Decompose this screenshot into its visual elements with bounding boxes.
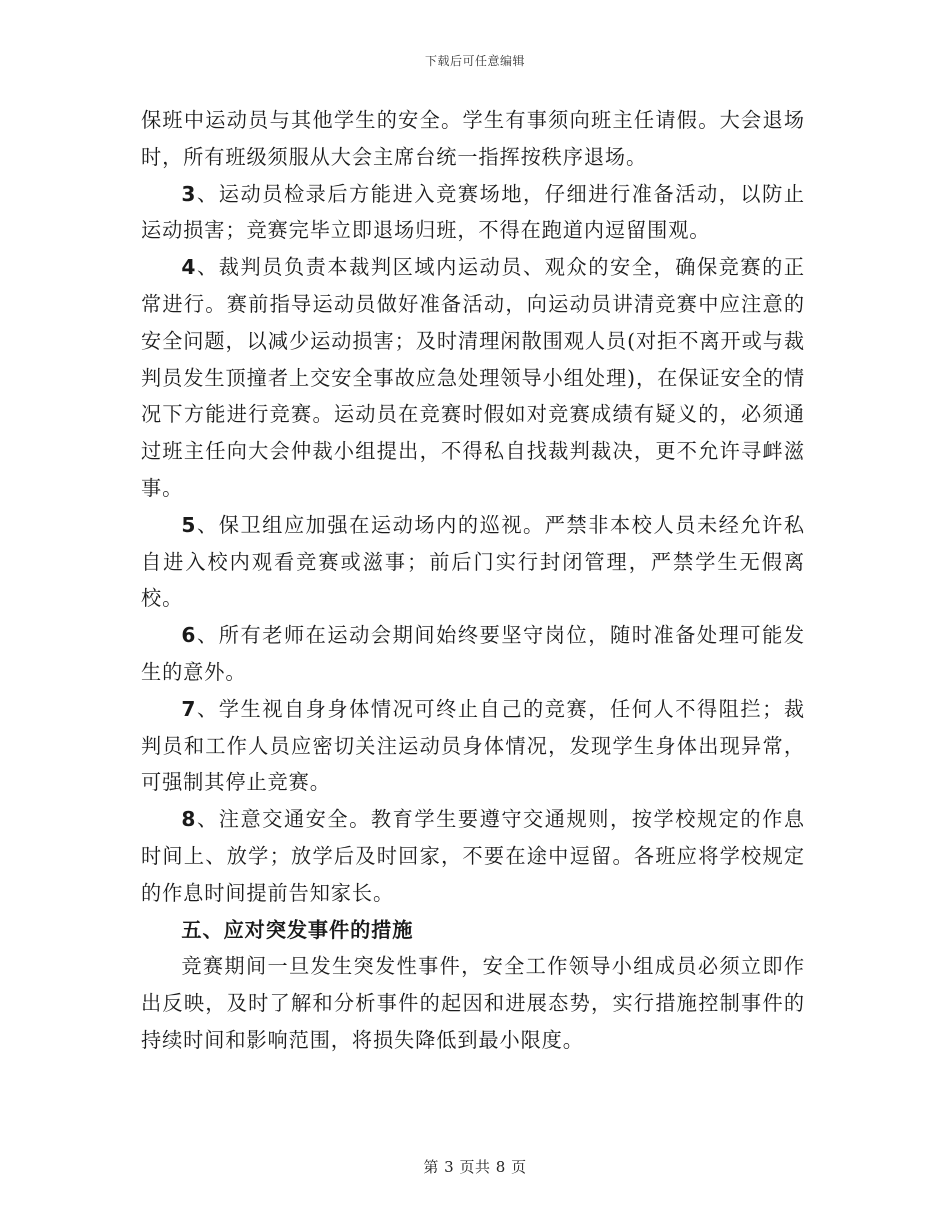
item-number: 8 (181, 807, 197, 832)
section-paragraph: 竞赛期间一旦发生突发性事件，安全工作领导小组成员必须立即作出反映，及时了解和分析事件的起因和进展态势，实行措施控制事件的持续时间和影响范围，将损失降低到最小限度。 (141, 954, 805, 1052)
paragraph-item-7 (141, 691, 805, 801)
page-header: 下载后可任意编辑 (424, 54, 525, 68)
paragraph-item-3 (141, 176, 805, 250)
paragraph-text: 、学生视自身身体情况可终止自己的竞赛，任何人不得阻拦；裁判员和工作人员应密切关注运动员身体情况，发现学生身体出现异常，可强制其停止竞赛。 (141, 696, 805, 795)
paragraph-text: 、注意交通安全。教育学生要遵守交通规则，按学校规定的作息时间上、放学；放学后及时回家，不要在途中逗留。各班应将学校规定的作息时间提前告知家长。 (141, 807, 805, 905)
item-number: 4 (181, 255, 197, 280)
item-number: 7 (181, 696, 197, 721)
paragraph-text: 、所有老师在运动会期间始终要坚守岗位，随时准备处理可能发生的意外。 (141, 623, 805, 684)
document-body (141, 102, 805, 1059)
item-number: 3 (181, 181, 197, 206)
paragraph-text: 保班中运动员与其他学生的安全。学生有事须向班主任请假。大会退场时，所有班级须服从大会主席台统一指挥按秩序退场。 (141, 108, 805, 169)
item-number: 6 (181, 623, 197, 648)
paragraph-item-5 (141, 507, 805, 617)
section-heading: 五、应对突发事件的措施 (181, 917, 414, 942)
page-footer: 第 3 页共 8 页 (423, 1158, 527, 1176)
paragraph-text: 、运动员检录后方能进入竞赛场地，仔细进行准备活动，以防止运动损害；竞赛完毕立即退场归班，不得在跑道内逗留围观。 (141, 181, 805, 243)
paragraph-text: 、裁判员负责本裁判区域内运动员、观众的安全，确保竞赛的正常进行。赛前指导运动员做好准备活动，向运动员讲清竞赛中应注意的安全问题，以减少运动损害；及时清理闲散围观人员(对拒不离开或与裁判员发生顶撞者上交安全事故应急处理领导小组处理)，在保证安全的情况下方能进行竞赛。运动员在竞赛时假如对竞赛成绩有疑义的，必须通过班主任向大会仲裁小组提出，不得私自找裁判裁决，更不允许寻衅滋事。 (141, 255, 805, 500)
paragraph-item-8 (141, 801, 805, 911)
item-number: 5 (181, 512, 197, 537)
paragraph-item-4 (141, 249, 805, 507)
paragraph-continuation (141, 102, 805, 176)
paragraph-text: 、保卫组应加强在运动场内的巡视。严禁非本校人员未经允许私自进入校内观看竞赛或滋事；前后门实行封闭管理，严禁学生无假离校。 (141, 512, 805, 611)
paragraph-item-6 (141, 617, 805, 691)
